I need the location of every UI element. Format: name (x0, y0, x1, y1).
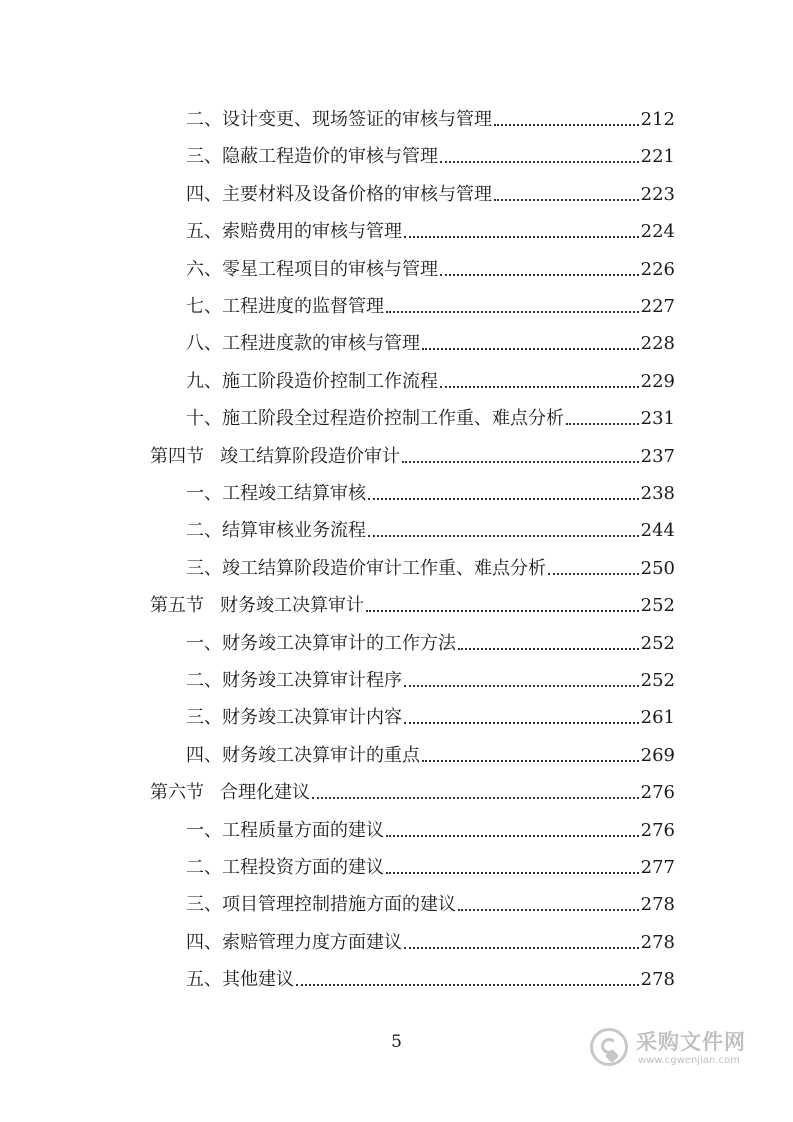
toc-page-number: 226 (640, 259, 675, 280)
watermark (590, 1024, 790, 1074)
toc-entry[interactable] (186, 926, 675, 954)
toc-entry-title: 三、竣工结算阶段造价审计工作重、难点分析 (186, 558, 546, 579)
toc-section-number: 第四节 (150, 446, 204, 467)
toc-entry[interactable] (186, 739, 675, 767)
toc-page-number: 227 (640, 296, 675, 317)
toc-dot-leader (404, 685, 639, 687)
toc-entry-title: 六、零星工程项目的审核与管理 (186, 259, 438, 280)
toc-entry[interactable] (186, 888, 675, 916)
toc-page-number: 276 (640, 820, 675, 841)
page-number: 5 (391, 1032, 402, 1052)
toc-page-number: 231 (640, 408, 675, 429)
toc-dot-leader (458, 909, 639, 911)
toc-entry-title: 一、财务竣工决算审计的工作方法 (186, 633, 456, 654)
toc-entry[interactable] (186, 664, 675, 692)
toc-page-number: 223 (640, 184, 675, 205)
toc-entry[interactable] (186, 552, 675, 580)
toc-entry-title: 三、项目管理控制措施方面的建议 (186, 894, 456, 915)
toc-dot-leader (548, 573, 639, 575)
toc-page-number: 244 (640, 520, 675, 541)
toc-entry[interactable] (186, 814, 675, 842)
toc-dot-leader (422, 760, 639, 762)
toc-dot-leader (386, 311, 639, 313)
toc-entry-title: 五、其他建议 (186, 969, 294, 990)
toc-page-number: 252 (640, 595, 675, 616)
brand-logo-icon (590, 1028, 628, 1066)
toc-entry[interactable] (186, 253, 675, 281)
toc-page-number: 250 (640, 558, 675, 579)
toc-entry-title: 三、隐蔽工程造价的审核与管理 (186, 146, 438, 167)
toc-entry-title: 财务竣工决算审计 (220, 595, 364, 616)
watermark-name: 采购文件网 (636, 1030, 746, 1054)
toc-page-number: 238 (640, 483, 675, 504)
toc-entry-title: 一、工程竣工结算审核 (186, 483, 366, 504)
toc-entry-title: 二、财务竣工决算审计程序 (186, 670, 402, 691)
toc-entry-title: 三、财务竣工决算审计内容 (186, 707, 402, 728)
toc-dot-leader (404, 722, 639, 724)
toc-entry-title: 九、施工阶段造价控制工作流程 (186, 371, 438, 392)
toc-section-number: 第六节 (150, 782, 204, 803)
toc-entry-title: 八、工程进度款的审核与管理 (186, 333, 420, 354)
toc-dot-leader (368, 498, 639, 500)
toc-page-number: 229 (640, 371, 675, 392)
watermark-url: www.cgwenjian.com (638, 1055, 740, 1066)
toc-dot-leader (458, 648, 639, 650)
toc-dot-leader (494, 124, 639, 126)
toc-entry[interactable] (150, 440, 675, 468)
toc-entry-title: 四、财务竣工决算审计的重点 (186, 745, 420, 766)
toc-entry[interactable] (186, 477, 675, 505)
toc-entry-title: 合理化建议 (220, 782, 310, 803)
toc-dot-leader (366, 610, 639, 612)
toc-entry-title: 二、设计变更、现场签证的审核与管理 (186, 109, 492, 130)
toc-entry[interactable] (186, 402, 675, 430)
toc-page-number: 277 (640, 857, 675, 878)
toc-entry[interactable] (186, 290, 675, 318)
toc-dot-leader (402, 461, 639, 463)
toc-page-number: 212 (640, 109, 675, 130)
toc-dot-leader (404, 947, 639, 949)
toc-entry[interactable] (150, 776, 675, 804)
toc-entry-title: 五、索赔费用的审核与管理 (186, 221, 402, 242)
toc-entry-title: 十、施工阶段全过程造价控制工作重、难点分析 (186, 408, 564, 429)
toc-dot-leader (440, 386, 639, 388)
toc-dot-leader (440, 161, 639, 163)
toc-page-number: 237 (640, 446, 675, 467)
toc-dot-leader (404, 236, 639, 238)
toc-entry[interactable] (186, 140, 675, 168)
toc-entry[interactable] (186, 215, 675, 243)
toc-entry[interactable] (186, 365, 675, 393)
toc-dot-leader (368, 535, 639, 537)
toc-entry-title: 一、工程质量方面的建议 (186, 820, 384, 841)
toc-page-number: 278 (640, 894, 675, 915)
toc-dot-leader (440, 274, 639, 276)
toc-dot-leader (296, 984, 639, 986)
toc-page-number: 221 (640, 146, 675, 167)
toc-entry[interactable] (186, 963, 675, 991)
toc-entry-title: 四、主要材料及设备价格的审核与管理 (186, 184, 492, 205)
toc-entry[interactable] (186, 851, 675, 879)
toc-entry[interactable] (186, 327, 675, 355)
toc-page-number: 252 (640, 670, 675, 691)
toc-entry[interactable] (150, 589, 675, 617)
toc-entry-title: 四、索赔管理力度方面建议 (186, 932, 402, 953)
toc-page-number: 252 (640, 633, 675, 654)
toc-page-number: 276 (640, 782, 675, 803)
toc-entry-title: 二、工程投资方面的建议 (186, 857, 384, 878)
toc-dot-leader (386, 872, 639, 874)
toc-page-number: 278 (640, 969, 675, 990)
toc-dot-leader (312, 797, 639, 799)
toc-dot-leader (566, 423, 639, 425)
toc-entry-title: 二、结算审核业务流程 (186, 520, 366, 541)
toc-entry[interactable] (186, 514, 675, 542)
toc-dot-leader (422, 348, 639, 350)
toc-page-number: 269 (640, 745, 675, 766)
toc-page-number: 228 (640, 333, 675, 354)
toc-page-number: 261 (640, 707, 675, 728)
toc-page-number: 224 (640, 221, 675, 242)
toc-entry[interactable] (186, 701, 675, 729)
toc-entry-title: 七、工程进度的监督管理 (186, 296, 384, 317)
toc-entry-title: 竣工结算阶段造价审计 (220, 446, 400, 467)
toc-dot-leader (494, 199, 639, 201)
toc-entry[interactable] (186, 178, 675, 206)
toc-section-number: 第五节 (150, 595, 204, 616)
toc-entry[interactable] (186, 103, 675, 131)
toc-page-number: 278 (640, 932, 675, 953)
toc-dot-leader (386, 835, 639, 837)
toc-entry[interactable] (186, 627, 675, 655)
